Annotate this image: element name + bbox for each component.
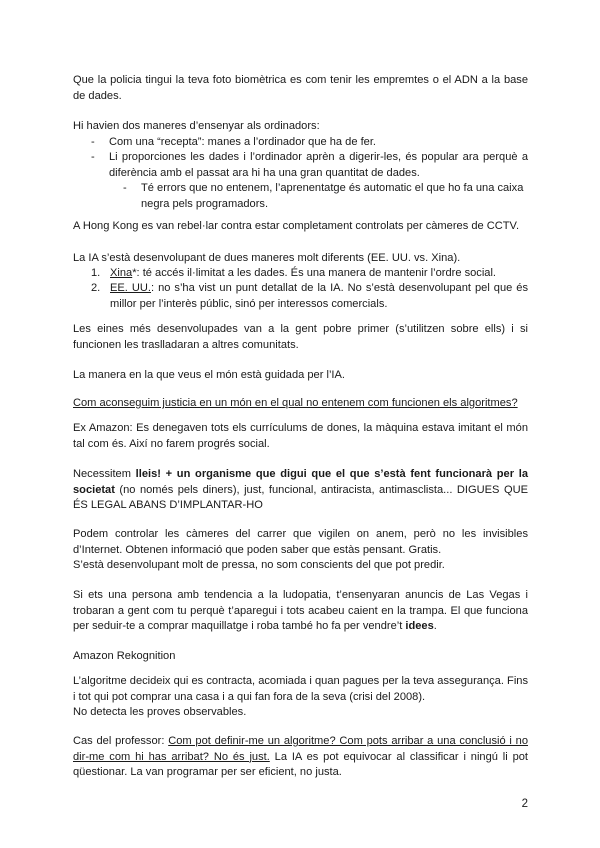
paragraph-amazon-example: Ex Amazon: Es denegaven tots els currículums de dones, la màquina estava imitant el món tal com és. Així no farem progrés social. bbox=[73, 422, 528, 450]
paragraph-hong-kong: A Hong Kong es van rebel·lar contra estar completament controlats per càmeres de CCTV. bbox=[73, 220, 520, 232]
numbered-item bbox=[91, 281, 528, 312]
list-item bbox=[91, 135, 528, 151]
text-run: Si ets una persona amb tendencia a la ludopatia, t’ensenyaran anuncis de Las Vegas i trobaran a gent com tu perquè t’aparegui i tots acabeu caient en la trampa. El que funciona per seduir-te a comprar maquillatge i roba també ho fa per vendre’t bbox=[73, 589, 528, 633]
text-run: (no només pels diners), just, funcional, antiracista, antimasclista... DIGUES QUE ÉS LEGAL ABANS D’IMPLANTAR-HO bbox=[73, 483, 528, 512]
paragraph-fast-development: S’està desenvolupant molt de pressa, no som conscients del que pot predir. bbox=[73, 559, 445, 571]
paragraph-biometric-photo: Que la policia tingui la teva foto biomètrica es com tenir les empremtes o el ADN a la base de dades. bbox=[73, 74, 528, 102]
bold-text-run: idees bbox=[405, 620, 434, 633]
numbered-item-text bbox=[110, 266, 528, 282]
paragraph-teaching-methods-intro: Hi havien dos maneres d’ensenyar als ordinadors: bbox=[73, 120, 320, 132]
heading-question-justice: Com aconseguim justicia en un món en el qual no entenem com funcionen els algoritmes? bbox=[73, 397, 518, 409]
text-run: . bbox=[433, 620, 437, 633]
dash-bullet: - bbox=[123, 182, 127, 194]
list-item-text: Com una “recepta”: manes a l’ordinador que ha de fer. bbox=[109, 136, 377, 148]
term-usa-description: : no s’ha vist un punt detallat de la IA. No s’està desenvolupant pel que és millor per l’interès públic, sinó per interessos comercials. bbox=[110, 282, 529, 310]
paragraph-no-evidence: No detecta les proves observables. bbox=[73, 706, 247, 718]
number-marker: 2. bbox=[91, 282, 101, 294]
paragraph-ai-two-ways: La IA s’està desenvolupant de dues maneres molt diferents (EE. UU. vs. Xina). bbox=[73, 252, 461, 264]
paragraph-we-need-laws bbox=[73, 467, 528, 514]
paragraph-professor-case bbox=[73, 734, 528, 781]
paragraph-world-view: La manera en la que veus el món està guidada per l’IA. bbox=[73, 369, 345, 381]
numbered-item-text bbox=[110, 281, 528, 312]
numbered-item bbox=[91, 266, 528, 282]
page-number: 2 bbox=[521, 798, 528, 810]
underlined-text-run: Com pot definir-me un algoritme? Com pots arribar a una conclusió i no dir-me com hi has arribat? No és just. bbox=[73, 735, 529, 763]
term-china: Xina bbox=[110, 267, 133, 279]
term-china-description: *: té accés il·limitat a les dades. És una manera de mantenir l’ordre social. bbox=[132, 267, 497, 279]
text-run: Cas del professor: bbox=[73, 735, 169, 747]
dash-bullet: - bbox=[91, 136, 95, 148]
paragraph-cameras-internet: Podem controlar les càmeres del carrer que vigilen on anem, però no les invisibles d’Internet. Obtenen informació que poden saber que estàs pensant. Gratis. bbox=[73, 528, 528, 556]
dash-bullet: - bbox=[91, 151, 95, 163]
paragraph-gambling-ads bbox=[73, 588, 528, 635]
text-run: La IA es pot equivocar al classificar i ningú li pot qüestionar. La van programar per ser eficient, no justa. bbox=[73, 750, 528, 779]
bold-text-run: lleis! + un organisme que digui que el que s’està fent funcionarà per la societat bbox=[73, 468, 528, 496]
heading-amazon-rekognition: Amazon Rekognition bbox=[73, 650, 176, 662]
sub-list-item bbox=[123, 181, 528, 212]
sub-list-item-text: Té errors que no entenem, l’aprenentatge és automatic el que ho fa una caixa negra pels programadors. bbox=[141, 182, 524, 210]
term-usa: EE. UU. bbox=[110, 282, 151, 294]
paragraph-poor-people-first: Les eines més desenvolupades van a la gent pobre primer (s’utilitzen sobre ells) i si funcionen les traslladaran a altres comunitats. bbox=[73, 323, 528, 351]
list-item-text: Li proporciones les dades i l’ordinador aprèn a digerir-les, és popular ara perquè a diferència amb el passat ara hi ha una gran quantitat de dades. bbox=[109, 151, 528, 179]
list-item bbox=[91, 150, 528, 181]
paragraph-algorithm-decides: L’algoritme decideix qui es contracta, acomiada i quan pagues per la teva assegurança. Fins i tot qui pot comprar una casa i a qui fan fora de la seva (crisi del 2008). bbox=[73, 675, 528, 703]
text-run: Necessitem bbox=[73, 468, 136, 480]
number-marker: 1. bbox=[91, 267, 101, 279]
